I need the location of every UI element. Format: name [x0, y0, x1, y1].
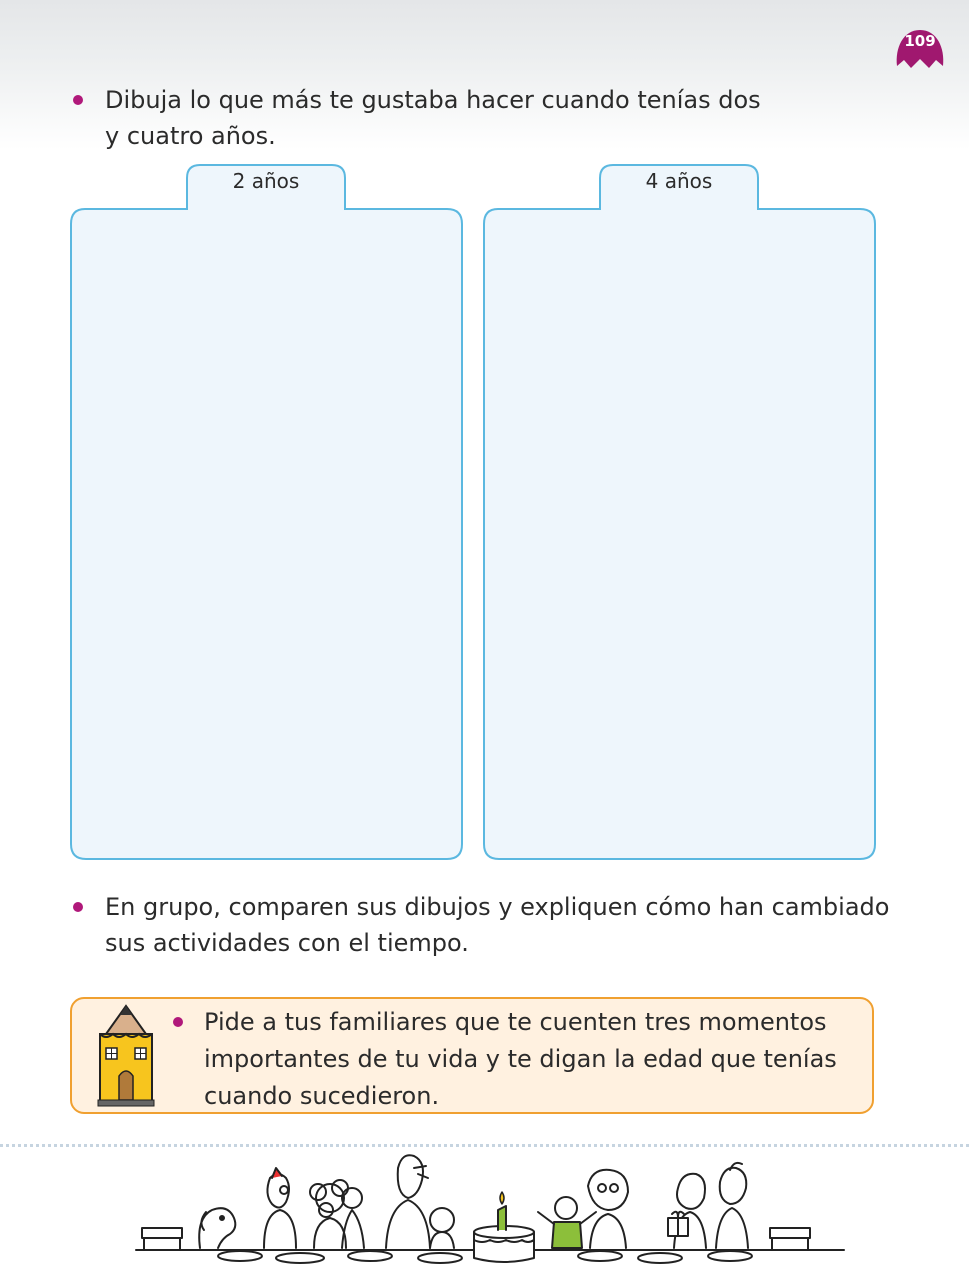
home-task-line-1: Pide a tus familiares que te cuenten tres momentos: [204, 1008, 827, 1036]
home-task-line-2: importantes de tu vida y te digan la edad que tenías: [204, 1045, 837, 1073]
bullet-dot: [73, 902, 83, 912]
home-task-line-3: cuando sucedieron.: [204, 1082, 440, 1110]
dotted-divider: [0, 1144, 969, 1147]
panel-label-2-years: 2 años: [232, 169, 300, 193]
bullet-dot: [173, 1017, 183, 1027]
drawing-panel-4-years[interactable]: [482, 164, 877, 862]
instruction-1-line-1: Dibuja lo que más te gustaba hacer cuando tenías dos: [105, 86, 761, 114]
bullet-dot: [73, 95, 83, 105]
page-number: 109: [904, 32, 936, 50]
pencil-house-icon: [96, 1004, 156, 1112]
instruction-2-line-2: sus actividades con el tiempo.: [105, 929, 469, 957]
panel-label-4-years: 4 años: [645, 169, 713, 193]
family-birthday-table-illustration: [130, 1148, 850, 1278]
page-number-badge: [893, 26, 947, 72]
instruction-1-line-2: y cuatro años.: [105, 122, 276, 150]
drawing-panel-2-years[interactable]: [69, 164, 464, 862]
instruction-2-line-1: En grupo, comparen sus dibujos y expliquen cómo han cambiado: [105, 893, 890, 921]
